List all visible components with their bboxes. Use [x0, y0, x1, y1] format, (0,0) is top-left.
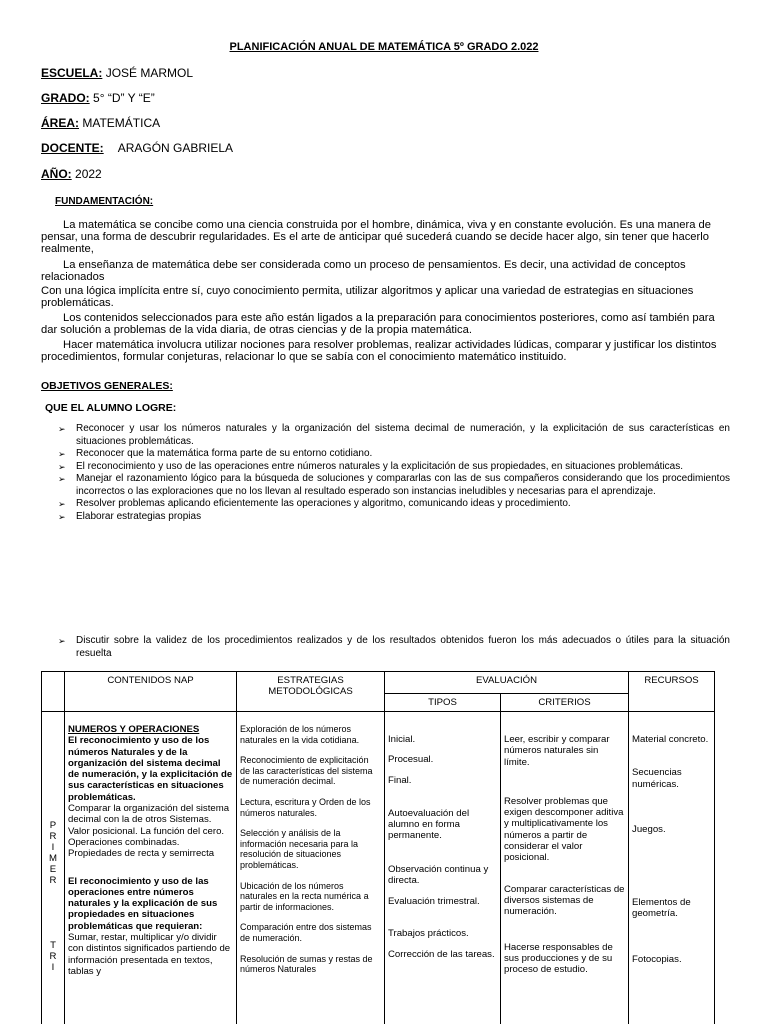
contenidos-heading: NUMEROS Y OPERACIONES: [68, 724, 200, 735]
grado-value: 5° “D” Y “E”: [93, 91, 155, 105]
planning-table: [41, 671, 715, 1024]
fundamentacion-text-5: Hacer matemática involucra utilizar nociones para resolver problemas, realizar actividades lúdicas, comparar y justificar los distintos procedimientos, formular conjeturas, relacionar lo que se sabía con el conocimiento matemático instituido.: [41, 339, 717, 363]
arrow-bullet-icon: ➢: [58, 424, 66, 434]
contenidos-block1-text: Comparar la organización del sistema decimal con la de otros Sistemas. Valor posicional. La función del cero. Operaciones combinadas. Propiedades de recta y semirrecta: [68, 803, 230, 860]
tipo-item: Inicial.: [388, 734, 416, 745]
recurso-item: Fotocopias.: [632, 953, 682, 965]
field-docente: [41, 141, 233, 155]
estrategia-item: Lectura, escritura y Orden de los números naturales.: [240, 796, 371, 818]
table-cell-criterios: [501, 712, 629, 1024]
objetivos-title: OBJETIVOS GENERALES:: [41, 380, 173, 392]
estrategia-item: Comparación entre dos sistemas de numeración.: [240, 922, 372, 943]
anio-label: AÑO:: [41, 167, 72, 181]
table-cell-tipos: [385, 712, 501, 1024]
tipo-item: Trabajos prácticos.: [388, 927, 469, 939]
table-cell-contenidos: [65, 712, 237, 1024]
side-label-primer: P R I M E R: [49, 820, 57, 886]
table-header-blank: [42, 672, 65, 712]
list-item: ➢ Reconocer y usar los números naturales y la organización del sistema decimal de numeración, y la explicitación de sus características en situaciones problemáticas.: [58, 423, 730, 447]
list-item: ➢ Manejar el razonamiento lógico para la búsqueda de soluciones y compararlas con las de sus compañeros considerando que los procedimientos incorrectos o las exploraciones que no los llevan al resultado esperado son instancias ineludibles y necesarias para el aprendizaje.: [58, 473, 730, 497]
docente-label: DOCENTE:: [41, 141, 104, 155]
list-item: ➢ Resolver problemas aplicando eficientemente las operaciones y algoritmo, comunicando ideas y procedimiento.: [58, 498, 571, 509]
fundamentacion-title: FUNDAMENTACIÓN:: [55, 196, 154, 207]
criterio-item: Leer, escribir y comparar números naturales sin límite.: [504, 734, 610, 768]
field-anio: [41, 167, 102, 181]
arrow-bullet-icon: ➢: [58, 499, 66, 509]
tipo-item: Observación continua y directa.: [388, 863, 489, 887]
field-escuela: [41, 66, 193, 80]
field-grado: [41, 91, 155, 105]
field-area: [41, 116, 160, 130]
docente-value: ARAGÓN GABRIELA: [117, 141, 234, 155]
objetivos-list: [58, 423, 730, 523]
estrategia-item: Exploración de los números naturales en la vida cotidiana.: [240, 724, 360, 745]
fundamentacion-text-3: Con una lógica implícita entre sí, cuyo conocimiento permita, utilizar algoritmos y aplicar una variedad de estrategias en situaciones problemáticas.: [41, 285, 694, 309]
table-header-estrategias: ESTRATEGIAS METODOLÓGICAS: [237, 672, 385, 712]
table-cell-recursos: [629, 712, 715, 1024]
estrategia-item: Ubicación de los números naturales en la recta numérica a partir de informaciones.: [240, 880, 369, 912]
estrategia-item: Reconocimiento de explicitación de las características del sistema de numeración decimal.: [240, 755, 373, 787]
recurso-item: Elementos de geometría.: [632, 897, 691, 920]
area-label: ÁREA:: [41, 116, 79, 130]
contenidos-block2-text: Sumar, restar, multiplicar y/o dividir con distintos significados partiendo de información presentada en textos, tablas y: [68, 932, 231, 977]
fundamentacion-paragraph-3: [41, 285, 733, 309]
anio-value: 2022: [75, 167, 102, 181]
objetivos-extra-list: [58, 635, 730, 660]
table-header-contenidos: CONTENIDOS NAP: [65, 672, 237, 712]
tipo-item: Corrección de las tareas.: [388, 948, 495, 960]
contenidos-block2-bold: El reconocimiento y uso de las operaciones entre números naturales y la explicación de sus propiedades en situaciones problemáticas que requieran:: [68, 875, 218, 932]
objetivos-subtitle: QUE EL ALUMNO LOGRE:: [45, 402, 177, 414]
list-item: ➢ Reconocer que la matemática forma parte de su entorno cotidiano.: [58, 448, 373, 459]
table-row: [42, 712, 715, 1024]
recurso-item: Secuencias numéricas.: [632, 767, 682, 790]
table-cell-side: [42, 712, 65, 1024]
estrategia-item: Resolución de sumas y restas de números Naturales: [240, 953, 373, 975]
side-label-tri: T R I: [49, 940, 57, 973]
arrow-bullet-icon: ➢: [58, 461, 66, 472]
list-item: ➢ Discutir sobre la validez de los procedimientos realizados y de los resultados obtenidos fueron los más adecuados o útiles para la situación resuelta: [58, 635, 730, 659]
arrow-bullet-icon: ➢: [58, 511, 66, 522]
fundamentacion-paragraph-2: [41, 259, 733, 283]
tipo-item: Procesual.: [388, 754, 434, 766]
table-header-criterios: CRITERIOS: [501, 694, 629, 712]
fundamentacion-text-1: La matemática se concibe como una ciencia construida por el hombre, dinámica, viva y en constante evolución. Es una manera de pensar, una forma de descubrir regularidades. Es el arte de anticipar qué sucederá cuando se decide hacer algo, sin tener que hacerlo realmente,: [41, 219, 711, 255]
criterio-item: Comparar características de diversos sistemas de numeración.: [504, 883, 625, 918]
fundamentacion-paragraph-5: [41, 339, 733, 363]
area-value: MATEMÁTICA: [82, 116, 161, 130]
document-title: PLANIFICACIÓN ANUAL DE MATEMÁTICA 5º GRADO 2.022: [229, 41, 539, 53]
criterio-item: Resolver problemas que exigen descomponer aditiva y multiplicativamente los números a partir de considerar el valor posicional.: [504, 795, 624, 864]
arrow-bullet-icon: ➢: [58, 449, 66, 459]
fundamentacion-text-4: Los contenidos seleccionados para este año están ligados a la preparación para conocimientos posteriores, como así también para dar solución a problemas de la vida diaria, de otras ciencias y de la propia matemática.: [41, 312, 715, 336]
arrow-bullet-icon: ➢: [58, 636, 66, 646]
table-cell-estrategias: [237, 712, 385, 1024]
table-header-recursos: RECURSOS: [629, 672, 715, 712]
table-header-evaluacion: EVALUACIÓN: [385, 672, 629, 694]
list-item: ➢ Elaborar estrategias propias: [58, 510, 202, 522]
fundamentacion-paragraph-4: [41, 312, 733, 336]
grado-label: GRADO:: [41, 91, 90, 105]
criterio-item: Hacerse responsables de sus producciones y de su proceso de estudio.: [504, 941, 613, 976]
fundamentacion-paragraph-1: [41, 219, 733, 255]
tipo-item: Autoevaluación del alumno en forma permanente.: [388, 807, 470, 842]
tipo-item: Evaluación trimestral.: [388, 896, 480, 908]
list-item: ➢ El reconocimiento y uso de las operaciones entre números naturales y la explicitación de sus propiedades, en situaciones problemáticas.: [58, 460, 684, 472]
escuela-label: ESCUELA:: [41, 66, 103, 80]
table-header-tipos: TIPOS: [385, 694, 501, 712]
estrategia-item: Selección y análisis de la información necesaria para la resolución de situaciones problemáticas.: [240, 828, 359, 870]
arrow-bullet-icon: ➢: [58, 474, 66, 484]
tipo-item: Final.: [388, 774, 412, 786]
escuela-value: JOSÉ MARMOL: [105, 66, 194, 80]
contenidos-block1-bold: El reconocimiento y uso de los números Naturales y de la organización del sistema decimal de numeración, y la explicitación de sus características en situaciones problemáticas.: [68, 735, 233, 803]
fundamentacion-text-2: La enseñanza de matemática debe ser considerada como un proceso de pensamientos. Es decir, una actividad de conceptos relacionados: [41, 259, 686, 283]
recurso-item: Juegos.: [632, 823, 666, 835]
recurso-item: Material concreto.: [632, 734, 709, 745]
